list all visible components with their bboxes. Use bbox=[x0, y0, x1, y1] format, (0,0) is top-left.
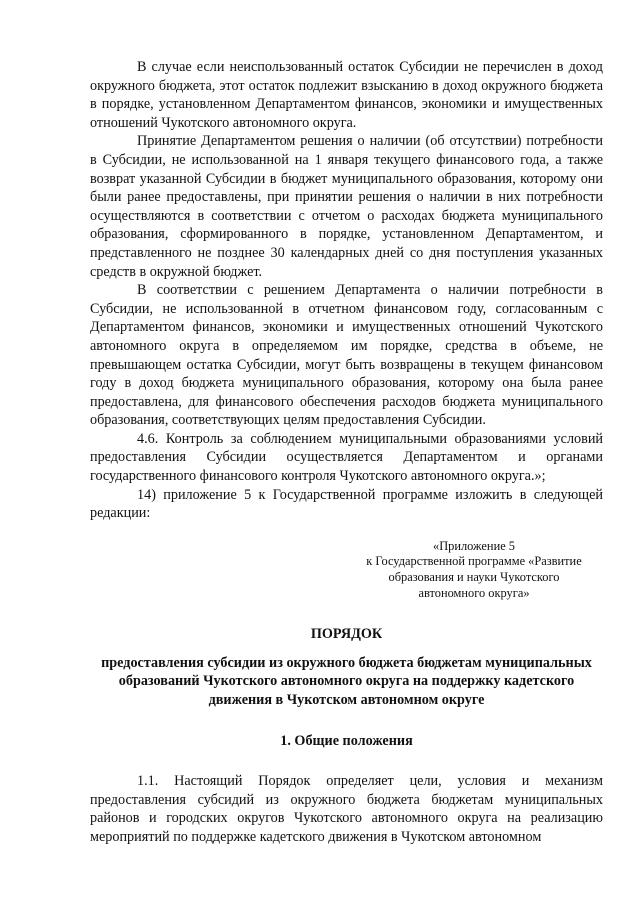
appendix-note-line: к Государственной программе «Развитие bbox=[366, 554, 582, 569]
section-heading: 1. Общие положения bbox=[280, 732, 413, 749]
document-page bbox=[90, 58, 603, 847]
appendix-note-line: автономного округа» bbox=[418, 585, 530, 600]
document-title: ПОРЯДОК bbox=[310, 626, 383, 643]
appendix-note-line: образования и науки Чукотского bbox=[388, 570, 560, 585]
appendix-note bbox=[90, 539, 603, 601]
paragraph-return-of-funds: В соответствии с решением Департамента о наличии потребности в Субсидии, не использованной в отчетном финансовом году, согласованным с Департаментом финансов, экономики и имущественных отношений Чукотского автономного округа в определяемом им порядке, средства в объеме, не превышающем остатка Субсидии, могут быть возвращены в текущем финансовом году в доход бюджета муниципального образования, которому она была ранее предоставлена, для финансового обеспечения расходов бюджета муниципального образования, соответствующих целям предоставления Субсидии. bbox=[90, 282, 603, 429]
paragraph-need-decision: Принятие Департаментом решения о наличии (об отсутствии) потребности в Субсидии, не использованной на 1 января текущего финансового года, а также возврат указанной Субсидии в бюджет муниципального образования, которому они были ранее предоставлены, при принятии решения о наличии в них потребности осуществляются в соответствии с отчетом о расходах бюджета муниципального образования, сформированного в порядке, установленном Департаментом, и представленного не позднее 30 календарных дней со дня поступления указанных средств в окружной бюджет. bbox=[90, 133, 603, 280]
paragraph-1-1: 1.1. Настоящий Порядок определяет цели, условия и механизм предоставления субсидий из окружного бюджета бюджетам муниципальных районов и городских округов Чукотского автономного округа на реализацию мероприятий по поддержке кадетского движения в Чукотском автономном bbox=[90, 773, 603, 845]
paragraph-control-4-6: 4.6. Контроль за соблюдением муниципальными образованиями условий предоставления Субсидии осуществляется Департаментом и органами государственного финансового контроля Чукотского автономного округа.»; bbox=[90, 430, 603, 485]
appendix-note-line: «Приложение 5 bbox=[433, 538, 515, 553]
paragraph-amendment-14: 14) приложение 5 к Государственной программе изложить в следующей редакции: bbox=[90, 486, 603, 522]
paragraph-unused-balance-recovery: В случае если неиспользованный остаток Субсидии не перечислен в доход окружного бюджета, этот остаток подлежит взысканию в доход окружного бюджета в порядке, установленном Департаментом финансов, экономики и имущественных отношений Чукотского автономного округа. bbox=[90, 59, 603, 131]
document-subtitle: предоставления субсидии из окружного бюджета бюджетам муниципальных образований Чукотского автономного округа на поддержку кадетского движения в Чукотском автономном округе bbox=[101, 654, 592, 708]
